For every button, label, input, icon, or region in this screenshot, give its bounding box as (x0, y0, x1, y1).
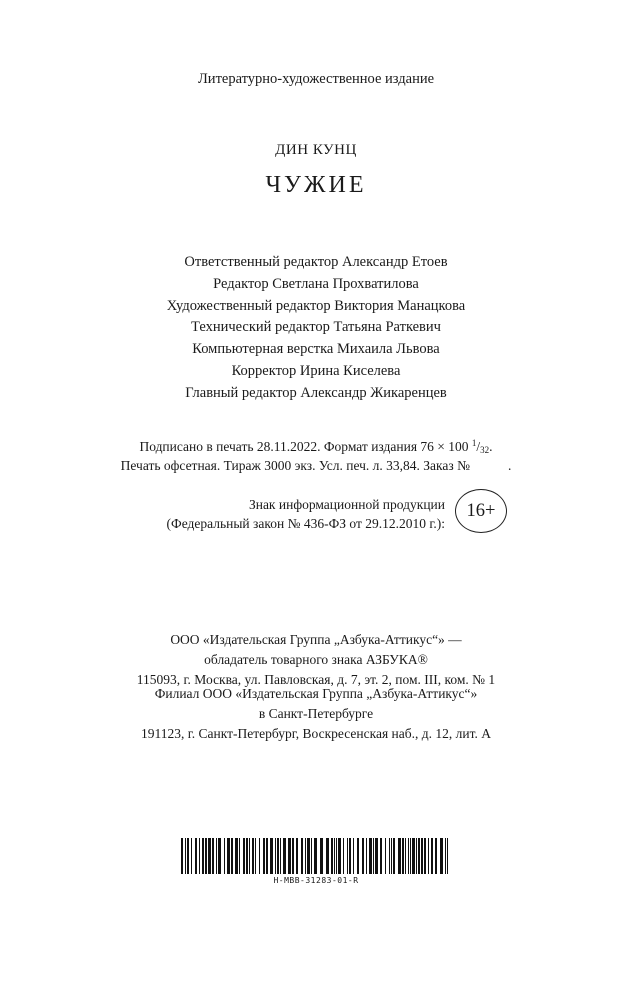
barcode-bar (205, 838, 207, 874)
barcode-bar (349, 838, 351, 874)
barcode-bar (305, 838, 306, 874)
branch-block (0, 684, 632, 743)
barcode-bar (181, 838, 183, 874)
barcode-bar (353, 838, 354, 874)
barcode-bar (398, 838, 401, 874)
barcode-bar (338, 838, 341, 874)
barcode-bar (307, 838, 310, 874)
barcode-bar (424, 838, 426, 874)
barcode-bar (202, 838, 204, 874)
barcode-bar (435, 838, 437, 874)
barcode-bar (431, 838, 433, 874)
barcode-bar (393, 838, 395, 874)
barcode-bar (369, 838, 372, 874)
credit-line: Компьютерная верстка Михаила Львова (192, 341, 440, 358)
edition-type: Литературно-художественное издание (197, 71, 435, 87)
barcode-bar (185, 838, 186, 874)
barcode-label: Н-МВВ-31283-01-R (273, 876, 359, 885)
barcode-bar (440, 838, 443, 874)
barcode-bar (288, 838, 291, 874)
barcode-bar (447, 838, 448, 874)
credit-line: Технический редактор Татьяна Раткевич (191, 319, 441, 336)
credit-line: Редактор Светлана Прохватилова (213, 275, 419, 292)
info-sign-line-1: Знак информационной продукции (248, 497, 445, 512)
barcode-bar (280, 838, 281, 874)
barcode-bar (277, 838, 279, 874)
barcode-bar (320, 838, 323, 874)
barcode-bar (227, 838, 230, 874)
print-order-end: . (507, 458, 512, 473)
barcode-bar (314, 838, 317, 874)
barcode-bar (249, 838, 250, 874)
barcode-bar (266, 838, 268, 874)
barcode-bar (405, 838, 406, 874)
barcode-bar (199, 838, 200, 874)
barcode-bar (239, 838, 240, 874)
branch-line: в Санкт-Петербурге (258, 705, 374, 721)
barcode-bar (347, 838, 348, 874)
barcode-bar (216, 838, 217, 874)
barcode-bar (212, 838, 214, 874)
barcode-bar (331, 838, 333, 874)
barcode-bar (243, 838, 245, 874)
print-info-line-1 (0, 438, 632, 455)
barcode-bar (408, 838, 409, 874)
barcode-bar (252, 838, 254, 874)
barcode-bar (421, 838, 423, 874)
barcode-bar (389, 838, 390, 874)
barcode-bar (380, 838, 382, 874)
barcode-bars-icon (181, 838, 451, 874)
barcode-bar (292, 838, 294, 874)
barcode-bar (445, 838, 446, 874)
barcode-bar (366, 838, 367, 874)
barcode-bar (283, 838, 286, 874)
barcode-bar (255, 838, 256, 874)
barcode-bar (412, 838, 415, 874)
publisher-line: обладатель товарного знака АЗБУКА® (204, 651, 428, 667)
barcode-bar (270, 838, 273, 874)
print-order-text: Печать офсетная. Тираж 3000 экз. Усл. печ. л. 33,84. Заказ № (120, 458, 470, 473)
barcode-bar (231, 838, 233, 874)
credit-line: Художественный редактор Виктория Манацкова (166, 297, 466, 314)
format-denominator: 32 (480, 445, 490, 455)
barcode-bar (235, 838, 238, 874)
barcode-bar (391, 838, 392, 874)
info-sign-label (160, 495, 445, 533)
barcode-bar (296, 838, 298, 874)
print-info-line-2 (0, 458, 632, 474)
barcode-bar (362, 838, 364, 874)
barcode-bar (336, 838, 337, 874)
branch-line: Филиал ООО «Издательская Группа „Азбука-Аттикус“» (154, 686, 478, 701)
credit-line: Ответственный редактор Александр Етоев (184, 254, 448, 270)
branch-line: 191123, г. Санкт-Петербург, Воскресенская наб., д. 12, лит. А (141, 725, 491, 741)
barcode-bar (195, 838, 197, 874)
barcode-bar (385, 838, 386, 874)
publisher-line: ООО «Издательская Группа „Азбука-Аттикус“» — (170, 632, 462, 647)
age-rating-badge: 16+ (455, 489, 507, 533)
barcode-bar (208, 838, 211, 874)
chief-editor: Главный редактор Александр Жикаренцев (185, 385, 447, 401)
barcode-bar (334, 838, 335, 874)
barcode-bar (187, 838, 189, 874)
barcode-bar (428, 838, 429, 874)
barcode-bar (375, 838, 378, 874)
barcode-bar (373, 838, 374, 874)
print-info-text: Подписано в печать 28.11.2022. Формат издания 76 × 100 (139, 439, 472, 454)
info-sign-line-2: (Федеральный закон № 436-ФЗ от 29.12.2010 г.): (166, 516, 445, 531)
barcode-bar (263, 838, 265, 874)
barcode-bar (301, 838, 303, 874)
barcode-bar (224, 838, 225, 874)
barcode-bar (410, 838, 411, 874)
barcode-bar (357, 838, 359, 874)
barcode-bar (275, 838, 276, 874)
barcode (181, 838, 451, 890)
barcode-bar (402, 838, 404, 874)
author-name: ДИН КУНЦ (275, 142, 357, 158)
barcode-bar (246, 838, 248, 874)
format-numerator: 1 (471, 438, 477, 448)
barcode-bar (191, 838, 192, 874)
barcode-bar (416, 838, 417, 874)
barcode-bar (259, 838, 260, 874)
format-separator: / (476, 439, 481, 454)
book-title: ЧУЖИЕ (265, 172, 367, 198)
barcode-bar (311, 838, 312, 874)
barcode-bar (326, 838, 329, 874)
barcode-bar (418, 838, 420, 874)
credits-block (0, 252, 632, 383)
barcode-bar (218, 838, 221, 874)
print-info-end: . (489, 439, 493, 454)
credit-line: Корректор Ирина Киселева (231, 362, 401, 379)
barcode-bar (343, 838, 344, 874)
publisher-line: 115093, г. Москва, ул. Павловская, д. 7, эт. 2, пом. III, ком. № 1 (136, 671, 496, 687)
publisher-block (0, 630, 632, 689)
